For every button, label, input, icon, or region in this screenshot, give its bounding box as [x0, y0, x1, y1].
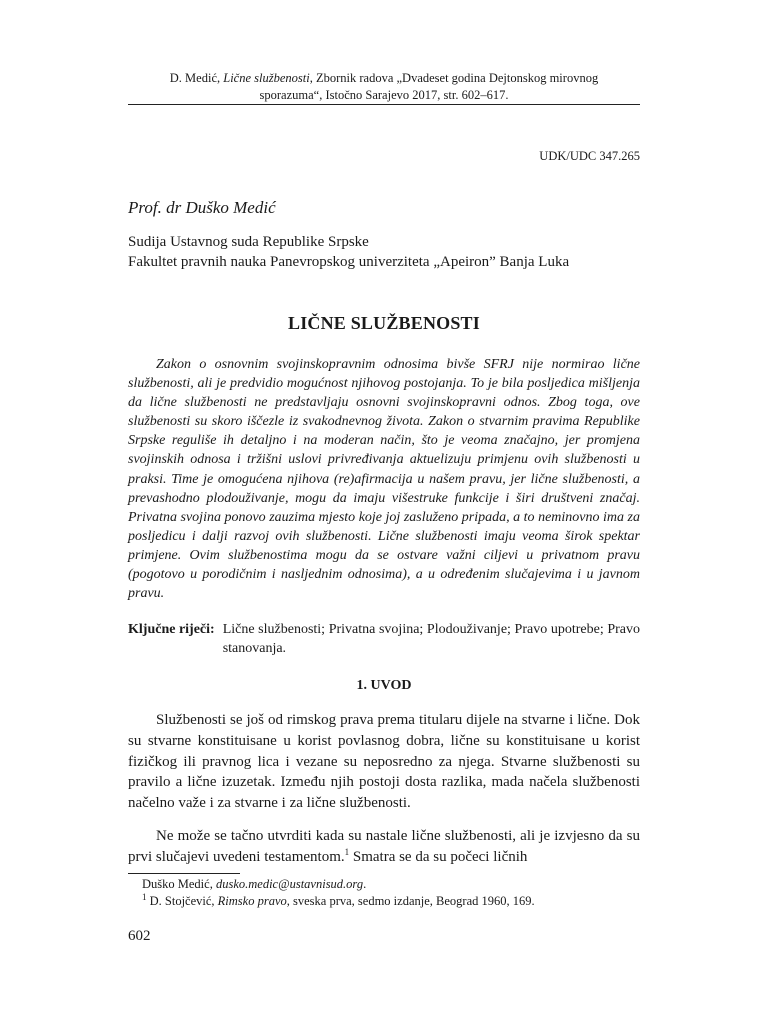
body-paragraph-2 [128, 826, 640, 868]
footnote-1-author: D. Stojčević, [146, 894, 218, 908]
footnote-1-mark: 1 [142, 891, 147, 902]
page-number: 602 [128, 928, 151, 944]
header-rest-2: sporazuma“, Istočno Sarajevo 2017, str. 602–617. [259, 88, 509, 102]
running-header [128, 70, 640, 104]
udc-code: UDK/UDC 347.265 [539, 149, 640, 163]
keywords-label: Ključne riječi: [128, 622, 215, 637]
footnote-author-email[interactable]: dusko.medic@ustavnisud.org [215, 877, 364, 891]
paper-title: LIČNE SLUŽBENOSTI [288, 313, 480, 333]
body-paragraph-1: Službenosti se još od rimskog prava prema titularu dijele na stvarne i lične. Dok su stvarne konstituisane u korist povlasnog dobra, lične su konstituisane u korist fizičkog ili pravnog lica i vezane su neposredno za njega. Stvarne službenosti su pravilo a lične izuzetak. Između njih postoji dosta razlika, mada načela službenosti načelno važe i za stvarne i za lične službenosti. [128, 712, 640, 812]
header-title: Lične službenosti [223, 71, 310, 85]
footnote-1-rest: , sveska prva, sedmo izdanje, Beograd 1960, 169. [286, 894, 535, 908]
affiliation-line-1: Sudija Ustavnog suda Republike Srpske [128, 234, 369, 250]
header-author: D. Medić, [169, 71, 224, 85]
section-heading: 1. UVOD [356, 678, 412, 693]
footnote-divider [128, 873, 240, 874]
footnote-author-end: . [363, 877, 367, 891]
author-name: Prof. dr Duško Medić [128, 198, 276, 217]
keywords-text: Lične službenosti; Privatna svojina; Plodouživanje; Pravo upotrebe; Pravo stanovanja. [222, 622, 640, 656]
footnote-author [128, 876, 654, 893]
affiliation-line-2: Fakultet pravnih nauka Panevropskog univerziteta „Apeiron” Banja Luka [128, 254, 570, 270]
footnote-1-title: Rimsko pravo [217, 894, 287, 908]
footnote-1 [128, 893, 654, 910]
affiliation [128, 232, 640, 272]
footnote-ref-1[interactable]: 1 [344, 846, 350, 857]
paragraph-2-text-a: Ne može se tačno utvrditi kada su nastale lične službenosti, ali je izvjesno da su prvi slučajevi uvedeni testamentom. [128, 828, 640, 865]
footnote-author-name: Duško Medić, [142, 877, 216, 891]
keywords [128, 620, 640, 658]
paragraph-2-text-b: Smatra se da su počeci ličnih [349, 848, 528, 865]
header-divider [128, 104, 640, 105]
abstract: Zakon o osnovnim svojinskopravnim odnosima bivše SFRJ nije normirao lične službenosti, ali je predvidio mogućnost njihovog postojanja. To je bila posljedica mišljenja da lične službenosti ne predstavljaju osnovni svojinskopravni odnos. Zbog toga, ove službenosti su skoro iščezle iz svakodnevnog života. Zakon o stvarnim pravima Republike Srpske reguliše ih detaljno i na moderan način, što je veoma značajno, jer promjena svojinskih odnosa i tržišni uslovi privređivanja aktuelizuju primjenu ovih službenosti u praksi. Time je omogućena njihova (re)afirmacija u našem pravu, jer lične službenosti, a prevashodno plodouživanje, mogu da imaju višestruke funkcije i širi društveni značaj. Privatna svojina ponovo zauzima mjesto koje joj zasluženo pripada, a to neminovno ima za posljedicu i dalji razvoj ovih službenosti. Lične službenosti imaju veoma širok spektar primjene. Ovim službenostima mogu da se ostvare važni ciljevi u privatnom pravu (pogotovo u porodičnim i nasljednim odnosima), a u određenim slučajevima i u javnom pravu. [128, 357, 640, 602]
header-rest-1: , Zbornik radova „Dvadeset godina Dejtonskog mirovnog [309, 71, 599, 85]
